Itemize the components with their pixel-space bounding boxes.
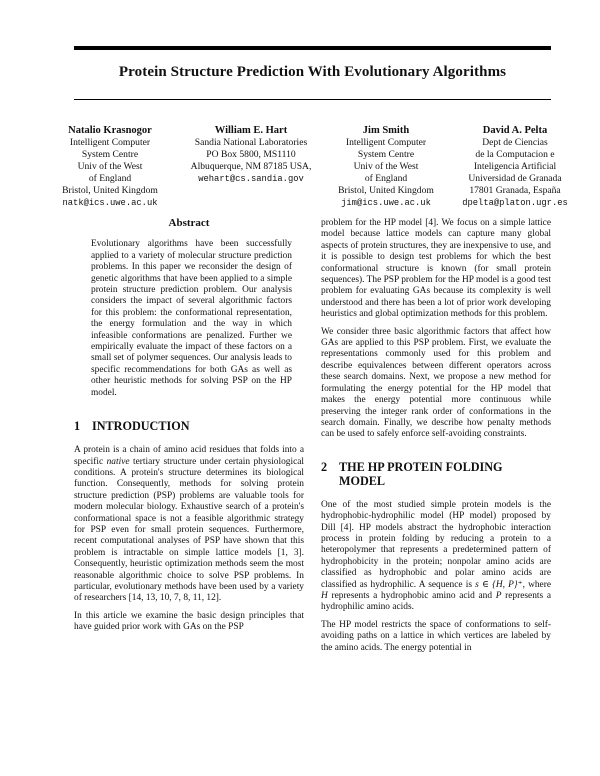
author-affiliation-line: PO Box 5800, MS1110 [206, 149, 296, 160]
author-name: David A. Pelta [482, 125, 548, 136]
author-name: Jim Smith [362, 125, 410, 136]
section-number: 2 [321, 459, 328, 474]
intro-paragraph-2: In this article we examine the basic design principles that have guided prior work with GAs on the PSP [74, 610, 304, 633]
author-3 [322, 124, 450, 209]
author-4 [450, 124, 580, 209]
author-affiliation-line: Univ of the West [77, 161, 143, 172]
author-name: Natalio Krasnogor [68, 125, 152, 136]
abstract-text: Evolutionary algorithms have been successfully applied to a variety of molecular structure prediction problems. In this paper we reconsider the design of genetic algorithms that have been applied to a simple protein structure prediction problem. Our analysis considers the impact of several algorithmic factors for this problem: the conformational representation, the energy formulation and the way in which infeasible conformations are penalized. Further we empirically evaluate the impact of these factors on a small set of polymer sequences. Our analysis leads to specific recommendations for both GAs as well as other heuristic methods for solving PSP on the HP model. [91, 239, 292, 398]
title-bottom-rule [74, 99, 551, 100]
body-paragraph: We consider three basic algorithmic factors that affect how GAs are applied to this PSP problem. First, we evaluate the representations commonly used for this problem and describe equivalences between different operators across these search domains. Next, we propose a new method for formulating the energy potential for the HP model that makes the energy potential more continuous while preserving the integer rank order of conformations in the search domain. Finally, we describe how penalty methods can be used to safely enforce self-avoiding constraints. [321, 326, 551, 440]
author-affiliation-line: Dept de Ciencias [482, 137, 548, 148]
author-affiliation-line: Intelligent Computer [69, 137, 151, 148]
author-affiliation-line: System Centre [81, 149, 139, 160]
abstract [74, 218, 304, 399]
author-email: wehart@cs.sandia.gov [198, 174, 304, 184]
author-affiliation-line: Inteligencia Artificial [473, 161, 557, 172]
paper-title: Protein Structure Prediction With Evolutionary Algorithms [118, 64, 507, 80]
author-block [40, 124, 580, 214]
author-affiliation-line: 17801 Granada, España [469, 185, 561, 196]
author-email: jim@ics.uwe.ac.uk [341, 198, 431, 208]
abstract-heading: Abstract [168, 217, 210, 229]
section-number: 1 [74, 419, 81, 434]
author-affiliation-line: of England [88, 173, 132, 184]
author-affiliation-line: Sandia National Laboratories [194, 137, 308, 148]
author-affiliation-line: Bristol, United Kingdom [62, 185, 158, 196]
author-name: William E. Hart [214, 125, 288, 136]
section-title: INTRODUCTION [92, 419, 190, 434]
hp-model-paragraph-1: One of the most studied simple protein models is the hydrophobic-hydrophilic model (HP model) proposed by Dill [4]. HP models abstract the hydrophobic interaction process in protein folding by reducing a protein to a heteropolymer that represents a predetermined pattern of hydrophobicity in the protein; nonpolar amino acids are classified as hydrophobic and polar amino acids are classified as hydrophilic. A sequence is s ∈ {H, P}⁺, where H represents a hydrophobic amino acid and P represents a hydrophilic amino acids. [321, 499, 551, 613]
hp-model-paragraph-2: The HP model restricts the space of conformations to self-avoiding paths on a lattice in which vertices are labeled by the amino acids. The energy potential in [321, 619, 551, 653]
author-affiliation-line: of England [364, 173, 408, 184]
author-email: natk@ics.uwe.ac.uk [62, 198, 158, 208]
section-1-heading [74, 419, 304, 433]
author-affiliation-line: de la Computacion e [475, 149, 555, 160]
right-column [321, 218, 551, 660]
author-affiliation-line: Univ of the West [353, 161, 419, 172]
author-affiliation-line: Albuquerque, NM 87185 USA, [190, 161, 312, 172]
author-email: dpelta@platon.ugr.es [462, 198, 568, 208]
author-affiliation-line: System Centre [357, 149, 415, 160]
author-affiliation-line: Bristol, United Kingdom [338, 185, 434, 196]
author-affiliation-line: Universidad de Granada [468, 173, 562, 184]
author-2 [180, 124, 322, 185]
author-affiliation-line: Intelligent Computer [345, 137, 427, 148]
intro-paragraph-1: A protein is a chain of amino acid residues that folds into a specific native tertiary structure under certain physiological conditions. A protein's structure determines its biological function. Consequently, methods for solving protein structure prediction (PSP) problems are valuable tools for modern molecular biology. Exhaustive search of a protein's conformational space is not a feasible algorithmic strategy for PSP even for small protein sequences. Furthermore, recent computational analyses of PSP have shown that this problem is intractable on simple lattice models [1, 3]. Consequently, heuristic optimization methods seem the most reasonable algorithmic choice to solve PSP problems. In particular, evolutionary methods have been used by a variety of researchers [14, 13, 10, 7, 8, 11, 12]. [74, 445, 304, 604]
section-title: THE HP PROTEIN FOLDING MODEL [339, 459, 503, 488]
section-2-heading [321, 460, 551, 488]
left-column [74, 218, 304, 640]
title-top-rule [74, 46, 551, 50]
body-paragraph: problem for the HP model [4]. We focus on a simple lattice model because lattice models can capture many global aspects of protein structures, they are inexpensive to use, and it is possible to design test problems for which the best conformational structure is known (for small protein sequences). The PSP problem for the HP model is a good test problem for evaluating GAs because its complexity is well understood and there has been a lot of prior work developing heuristics and global optimization methods for this problem. [321, 218, 551, 320]
author-1 [40, 124, 180, 209]
